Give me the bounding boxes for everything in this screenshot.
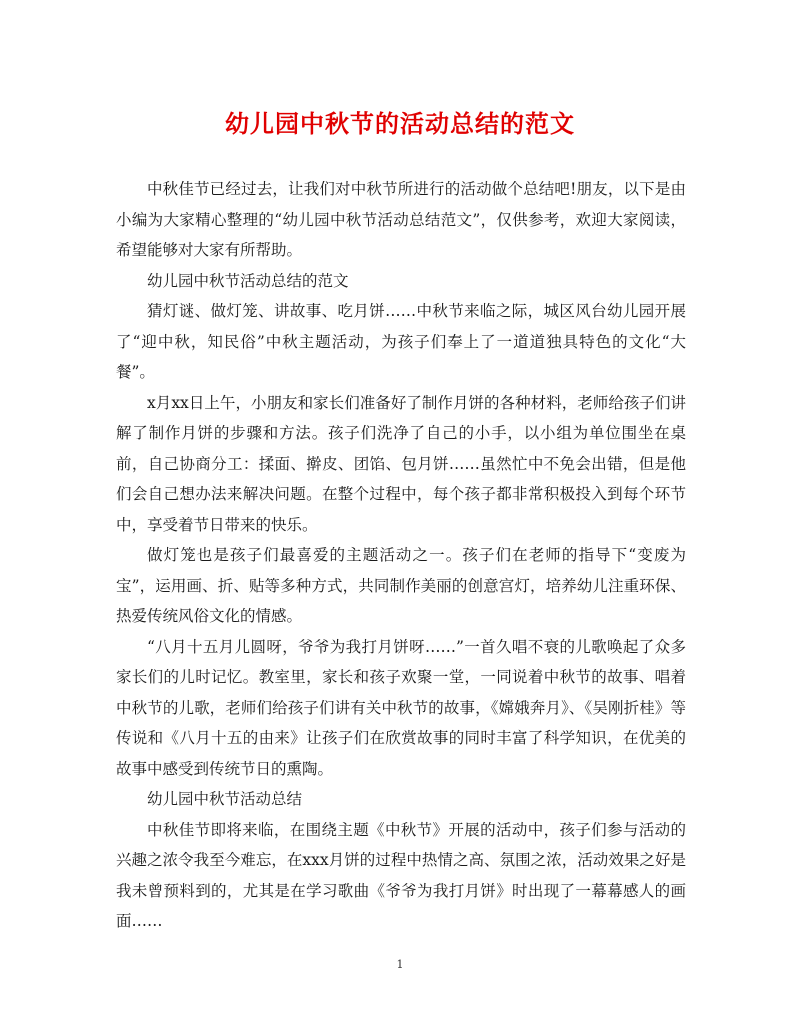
page-number: 1 xyxy=(396,958,404,971)
body-paragraph: “八月十五月儿圆呀，爷爷为我打月饼呀……”一首久唱不衰的儿歌唤起了众多家长们的儿时记忆。教室里，家长和孩子欢聚一堂，一同说着中秋节的故事、唱着中秋节的儿歌，老师们给孩子们讲有关中秋节的故事，《嫦娥奔月》、《吴刚折桂》等传说和《八月十五的由来》让孩子们在欣赏故事的同时丰富了科学知识，在优美的故事中感受到传统节日的熏陶。 xyxy=(116,637,686,778)
body-paragraph: 猜灯谜、做灯笼、讲故事、吃月饼……中秋节来临之际，城区风台幼儿园开展了“迎中秋，知民俗”中秋主题活动，为孩子们奉上了一道道独具特色的文化“大餐”。 xyxy=(116,302,686,381)
intro-paragraph: 中秋佳节已经过去，让我们对中秋节所进行的活动做个总结吧!朋友，以下是由小编为大家精心整理的“幼儿园中秋节活动总结范文”，仅供参考，欢迎大家阅读，希望能够对大家有所帮助。 xyxy=(116,180,686,259)
section-heading: 幼儿园中秋节活动总结的范文 xyxy=(147,271,349,290)
body-paragraph: 做灯笼也是孩子们最喜爱的主题活动之一。孩子们在老师的指导下“变废为宝”，运用画、折、贴等多种方式，共同制作美丽的创意宫灯，培养幼儿注重环保、热爱传统风俗文化的情感。 xyxy=(116,546,686,625)
body-paragraph: x月xx日上午，小朋友和家长们准备好了制作月饼的各种材料，老师给孩子们讲解了制作月饼的步骤和方法。孩子们洗净了自己的小手，以小组为单位围坐在桌前，自己协商分工：揉面、擀皮、团馅、包月饼……虽然忙中不免会出错，但是他们会自己想办法来解决问题。在整个过程中，每个孩子都非常积极投入到每个环节中，享受着节日带来的快乐。 xyxy=(116,393,686,534)
document-title: 幼儿园中秋节的活动总结的范文 xyxy=(225,109,575,138)
section-heading: 幼儿园中秋节活动总结 xyxy=(147,790,303,808)
document-body xyxy=(116,174,686,937)
body-paragraph: 中秋佳节即将来临，在围绕主题《中秋节》开展的活动中，孩子们参与活动的兴趣之浓令我至今难忘，在xxx月饼的过程中热情之高、氛围之浓，活动效果之好是我未曾预料到的，尤其是在学习歌曲《爷爷为我打月饼》时出现了一幕幕感人的画面…… xyxy=(116,820,686,930)
